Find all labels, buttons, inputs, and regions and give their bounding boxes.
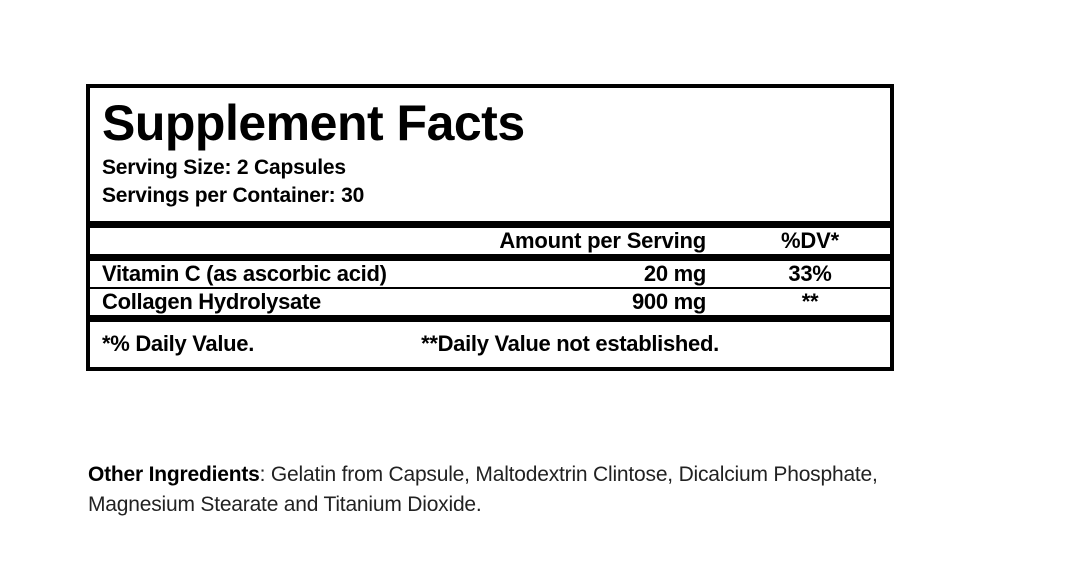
label-header — [90, 88, 890, 221]
serving-size: Serving Size: 2 Capsules — [102, 156, 346, 179]
table-row — [90, 289, 890, 315]
column-header-amount: Amount per Serving — [499, 227, 706, 253]
page-title: Supplement Facts — [102, 95, 525, 151]
nutrient-table — [90, 228, 890, 254]
footnote-not-established: **Daily Value not established. — [421, 330, 719, 356]
other-ingredients — [88, 460, 908, 521]
servings-per-container: Servings per Container: 30 — [102, 184, 365, 208]
nutrient-name: Vitamin C (as ascorbic acid) — [102, 260, 387, 286]
nutrient-amount: 20 mg — [643, 260, 706, 286]
table-header-row — [90, 228, 890, 254]
column-header-name — [90, 228, 490, 254]
nutrient-rows — [90, 261, 890, 315]
column-header-dv: %DV* — [781, 227, 839, 253]
nutrient-dv: ** — [801, 288, 819, 314]
table-row — [90, 261, 890, 287]
supplement-facts-panel — [86, 84, 894, 371]
other-ingredients-heading: Other Ingredients — [88, 463, 260, 486]
nutrient-name: Collagen Hydrolysate — [102, 288, 321, 314]
divider-thick-top — [90, 221, 890, 228]
footnote-daily-value: *% Daily Value. — [102, 330, 255, 356]
nutrient-dv: 33% — [788, 260, 832, 286]
divider-thick-footnote — [90, 315, 890, 322]
nutrient-amount: 900 mg — [631, 288, 706, 314]
footnote-row — [90, 322, 890, 367]
divider-thick-header — [90, 254, 890, 261]
other-ingredients-text: : Gelatin from Capsule, Maltodextrin Clintose, Dicalcium Phosphate, Magnesium Stearate and Titanium Dioxide. — [88, 463, 878, 517]
